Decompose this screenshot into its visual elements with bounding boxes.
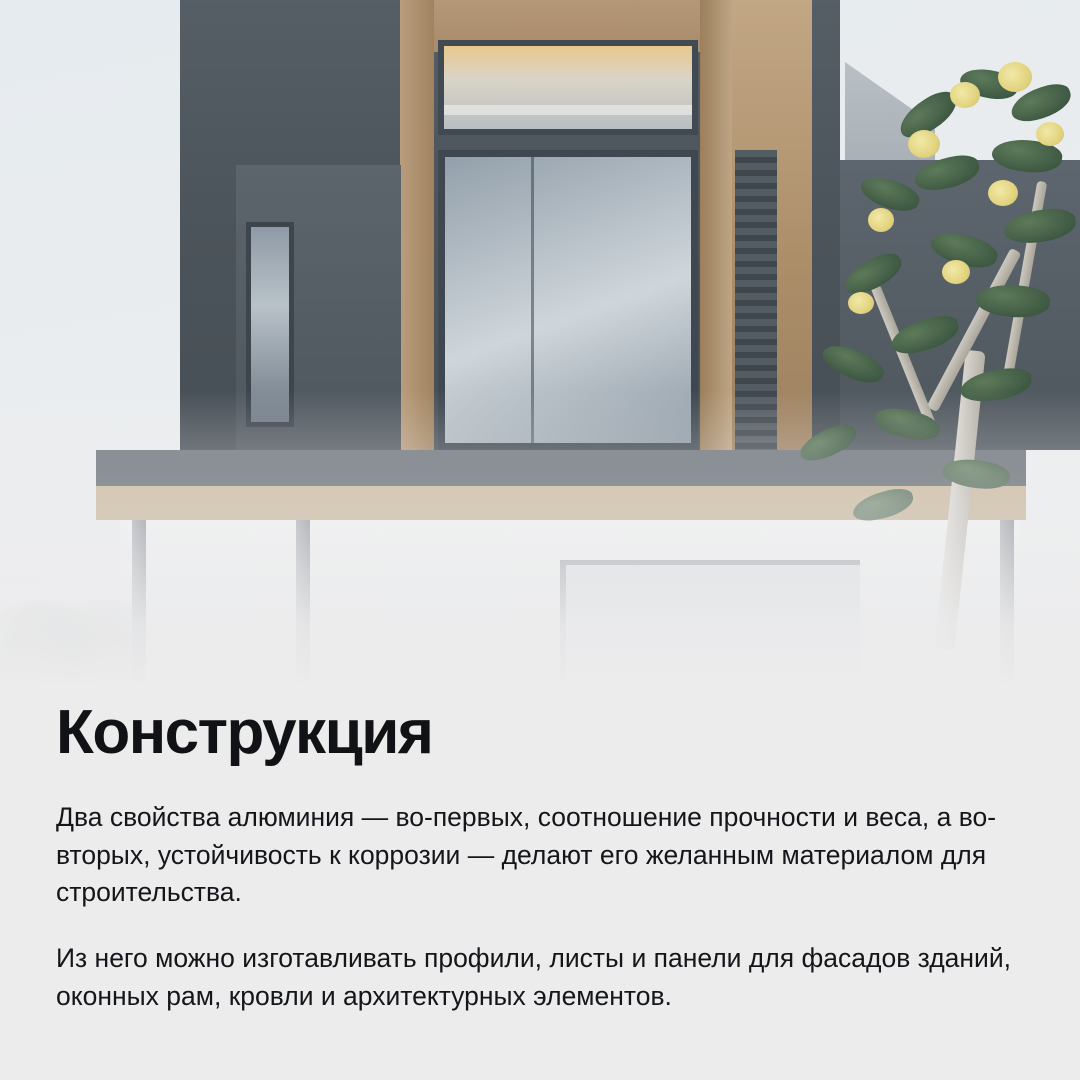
body-paragraph-1: Два свойства алюминия — во-первых, соотношение прочности и веса, а во-вторых, устойчивость к коррозии — делают его желанным материалом для строительства. [56,802,997,908]
tree-flower [1036,122,1064,146]
page-title: Конструкция [56,698,433,767]
tree-leaf [818,337,888,390]
tree-flower [868,208,894,232]
tree-flower [942,260,970,284]
tree-flower [988,180,1018,206]
upper-window-strip [438,40,698,135]
tree-flower [998,62,1032,92]
body-paragraph-2: Из него можно изготавливать профили, листы и панели для фасадов зданий, оконных рам, кровли и архитектурных элементов. [56,942,1012,1011]
tree-leaf [887,311,963,359]
text-content [0,690,1080,1080]
photo-fade-overlay [0,390,1080,690]
tree-flower [908,130,940,158]
tree-leaf [1003,206,1078,245]
tree-flower [950,82,980,108]
tree-flower [848,292,874,314]
